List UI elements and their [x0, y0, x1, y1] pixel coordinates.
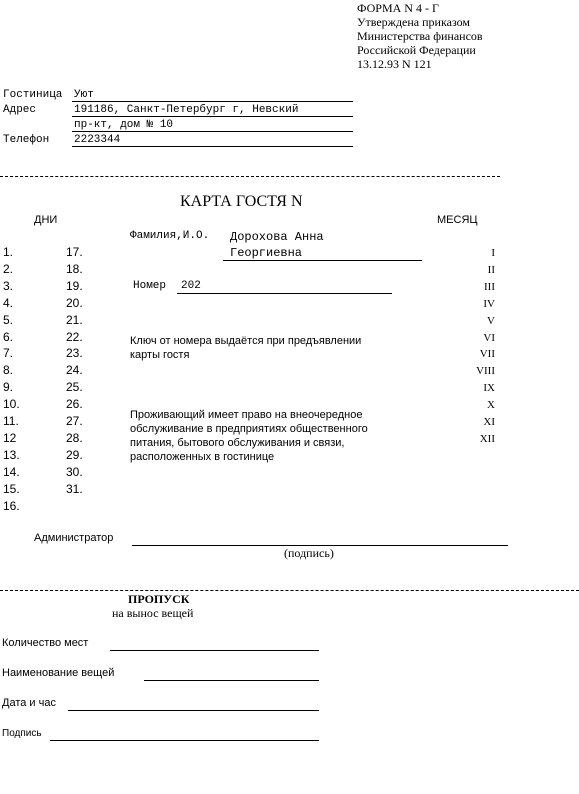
month-label: МЕСЯЦ [437, 214, 478, 226]
fio-underline [223, 260, 422, 261]
form-number: ФОРМА N 4 - Г [357, 1, 439, 15]
day-number: 22. [66, 329, 83, 344]
items-label: Наименование вещей [2, 667, 115, 679]
day-number: 19. [66, 278, 83, 293]
month-numeral: XII [479, 432, 495, 445]
day-number: 23. [66, 346, 83, 361]
phone-value: 2223344 [74, 134, 121, 146]
month-numeral: X [487, 399, 495, 412]
month-numeral: II [487, 263, 495, 276]
address-line1: 191186, Санкт-Петербург г, Невский [74, 104, 299, 116]
places-line [110, 650, 319, 651]
day-number: 16. [3, 498, 20, 513]
day-number: 9. [3, 380, 14, 395]
room-label: Номер [133, 280, 167, 292]
day-number: 13. [3, 447, 20, 462]
rights-line4: расположенных в гостинице [130, 451, 275, 463]
day-number: 28. [66, 430, 83, 445]
day-number: 3. [3, 278, 14, 293]
days-label: ДНИ [34, 214, 58, 226]
day-number: 31. [66, 481, 83, 496]
day-number: 8. [3, 363, 14, 378]
month-numeral: VI [483, 331, 495, 344]
month-numeral: III [484, 280, 495, 293]
day-number: 27. [66, 414, 83, 428]
places-label: Количество мест [2, 637, 89, 649]
day-number: 26. [66, 397, 83, 412]
day-number: 1. [3, 245, 14, 259]
card-title: КАРТА ГОСТЯ N [180, 193, 303, 210]
day-number: 21. [66, 312, 83, 327]
datetime-label: Дата и час [2, 697, 56, 709]
federation-line: Российской Федерации [357, 43, 476, 57]
fio-label: Фамилия,И.О. [130, 230, 210, 242]
day-number: 20. [66, 295, 83, 310]
datetime-line [68, 710, 319, 711]
phone-label: Телефон [3, 134, 50, 146]
day-number: 12 [3, 430, 17, 445]
month-numeral: V [487, 314, 495, 327]
month-numeral: VIII [476, 365, 495, 378]
key-note-line1: Ключ от номера выдаётся при предъявлении [130, 335, 362, 347]
day-number: 2. [3, 261, 14, 276]
phone-underline [72, 146, 353, 147]
address-label: Адрес [3, 104, 37, 116]
day-number: 17. [66, 245, 83, 259]
rights-line3: питания, бытового обслуживания и связи, [130, 437, 345, 449]
rights-line2: обслуживание в предприятиях общественного [130, 423, 368, 435]
day-number: 5. [3, 312, 14, 327]
room-underline [177, 293, 392, 294]
day-number: 30. [66, 464, 83, 479]
address-underline1 [72, 116, 353, 117]
month-numeral: I [491, 247, 495, 259]
day-number: 6. [3, 329, 14, 344]
day-number: 24. [66, 363, 83, 378]
day-number: 7. [3, 346, 14, 361]
room-value: 202 [181, 280, 201, 292]
month-numeral: XI [483, 416, 495, 428]
items-line [144, 680, 319, 681]
signature-line [50, 740, 319, 741]
key-note-line2: карты гостя [130, 349, 190, 361]
month-numeral: IX [483, 382, 495, 395]
rights-line1: Проживающий имеет право на внеочередное [130, 409, 363, 421]
address-underline2 [72, 131, 353, 132]
day-number: 25. [66, 380, 83, 395]
day-number: 15. [3, 481, 20, 496]
signature-caption: (подпись) [284, 546, 334, 560]
month-numeral: IV [483, 297, 495, 310]
approval-line: Утверждена приказом [357, 15, 470, 29]
hotel-value: Уют [74, 89, 94, 101]
day-number: 29. [66, 447, 83, 462]
cut-line [0, 176, 500, 177]
cut-line [0, 590, 579, 591]
fio-line2: Георгиевна [230, 246, 303, 260]
hotel-label: Гостиница [3, 89, 63, 101]
day-number: 4. [3, 295, 14, 310]
day-number: 18. [66, 261, 83, 276]
day-number: 11. [3, 414, 19, 428]
day-number: 10. [3, 397, 20, 412]
signature-label: Подпись [2, 728, 42, 739]
fio-line1: Дорохова Анна [230, 230, 324, 244]
administrator-label: Администратор [34, 532, 114, 544]
hotel-underline [72, 101, 353, 102]
address-line2: пр-кт, дом № 10 [74, 119, 174, 131]
ministry-line: Министерства финансов [357, 29, 483, 43]
month-numeral: VII [479, 348, 495, 361]
pass-title: ПРОПУСК [128, 592, 190, 606]
day-number: 14. [3, 464, 20, 479]
pass-subtitle: на вынос вещей [112, 606, 194, 620]
order-date-line: 13.12.93 N 121 [357, 57, 432, 71]
